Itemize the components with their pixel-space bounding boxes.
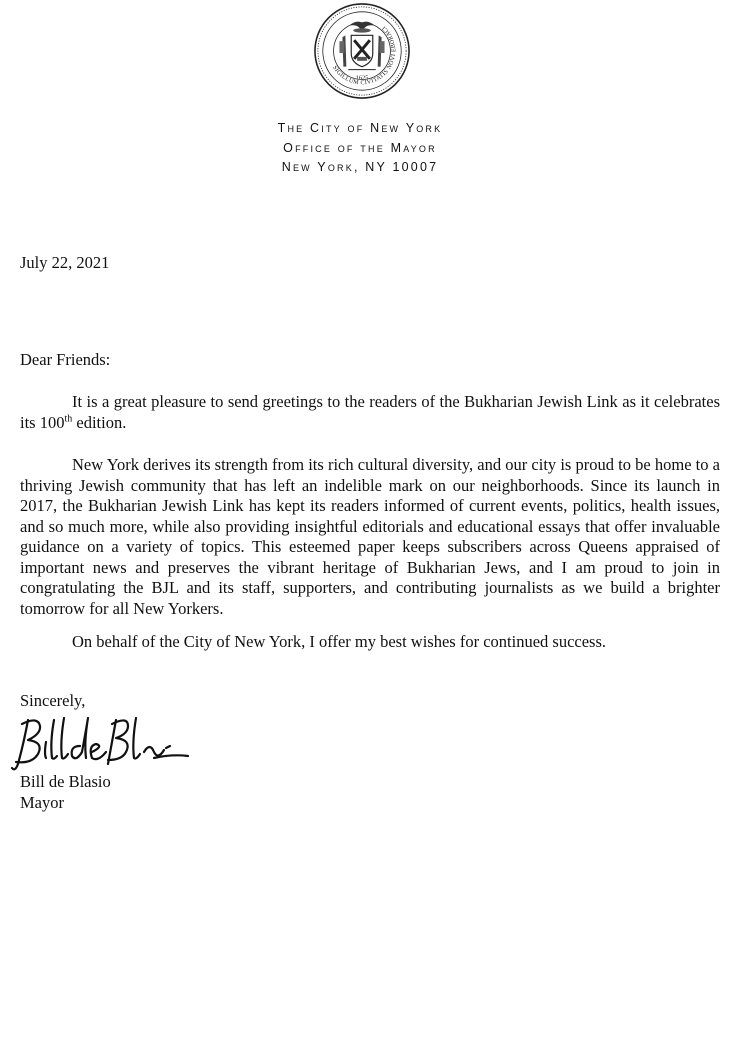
seal-inscription: SIGILLUM CIVITATIS NOVI EBORACI xyxy=(331,24,398,87)
paragraph-2: New York derives its strength from its rich cultural diversity, and our city is proud to be home to a thriving Jewish community that has left an indelible mark on our neighborhoods. Since its launch in 2017, the Bukharian Jewish Link has kept its readers informed of current events, politics, health issues, and so much more, while also providing insightful editorials and educational essays that offer invaluable guidance on a variety of topics. This esteemed paper keeps subscribers across Queens appraised of important news and preserves the vibrant heritage of Bukharian Jews, and I am proud to join in congratulating the BJL and its staff, supporters, and contributing journalists as we build a brighter tomorrow for all New Yorkers. xyxy=(20,455,720,618)
salutation: Dear Friends: xyxy=(20,350,111,369)
seal-year: 1625 xyxy=(355,74,369,82)
letter-date: July 22, 2021 xyxy=(20,253,110,272)
paragraph-1-end: edition. xyxy=(72,412,127,432)
letterhead-address: New York, NY 10007 xyxy=(281,160,439,174)
letterhead-city: The City of New York xyxy=(277,121,443,135)
signer-title: Mayor xyxy=(20,792,64,812)
paragraph-3: On behalf of the City of New York, I offer my best wishes for continued success. xyxy=(72,632,607,651)
letterhead-office: Office of the Mayor xyxy=(283,140,437,155)
signature xyxy=(8,712,190,776)
closing: Sincerely, xyxy=(20,691,86,710)
paragraph-1 xyxy=(20,392,720,433)
paragraph-1-text: It is a great pleasure to send greetings to the readers of the Bukharian Jewish Link as it celebrates its 100 xyxy=(20,392,720,432)
signer-name: Bill de Blasio xyxy=(20,772,111,791)
paragraph-1-superscript: th xyxy=(64,413,73,424)
city-seal xyxy=(313,2,411,100)
letterhead xyxy=(200,119,520,178)
signer-block xyxy=(20,772,111,813)
